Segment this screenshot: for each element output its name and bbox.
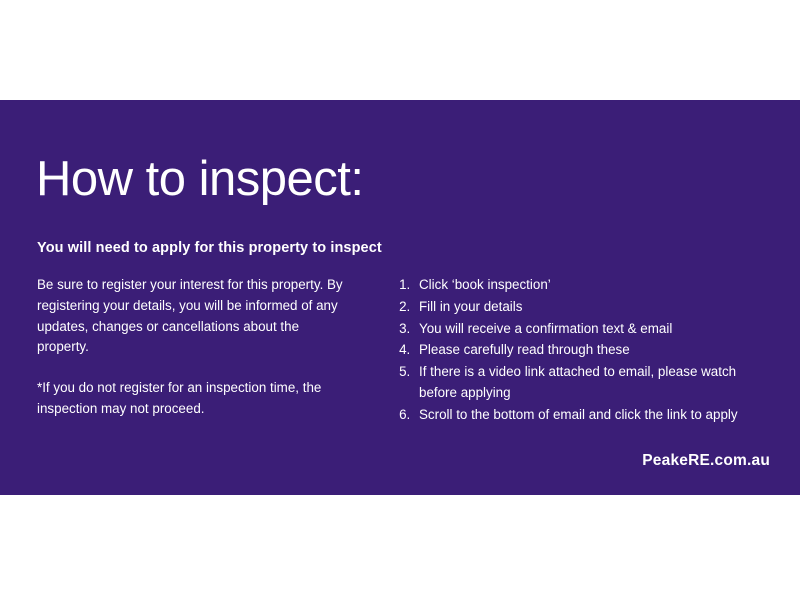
steps-column: [392, 275, 762, 426]
list-item: 2. Fill in your details: [414, 297, 762, 318]
page-title: How to inspect:: [36, 152, 364, 206]
list-item: 1. Click ‘book inspection’: [414, 275, 762, 296]
steps-list: [392, 275, 762, 425]
disclaimer-paragraph: *If you do not register for an inspection time, the inspection may not proceed.: [37, 380, 322, 416]
brand-website-label: PeakeRE.com.au: [642, 452, 770, 469]
list-item: 6. Scroll to the bottom of email and click the link to apply: [414, 405, 762, 426]
banner-content: [0, 100, 800, 495]
left-text-column: [37, 275, 347, 420]
list-item: 3. You will receive a confirmation text & email: [414, 319, 762, 340]
list-item: 5. If there is a video link attached to email, please watch before applying: [414, 362, 762, 404]
intro-paragraph: Be sure to register your interest for this property. By registering your details, you will be informed of any updates, changes or cancellations about the property.: [37, 277, 343, 355]
purple-banner: [0, 100, 800, 495]
list-item: 4. Please carefully read through these: [414, 340, 762, 361]
subheading: You will need to apply for this property to inspect: [37, 240, 382, 256]
